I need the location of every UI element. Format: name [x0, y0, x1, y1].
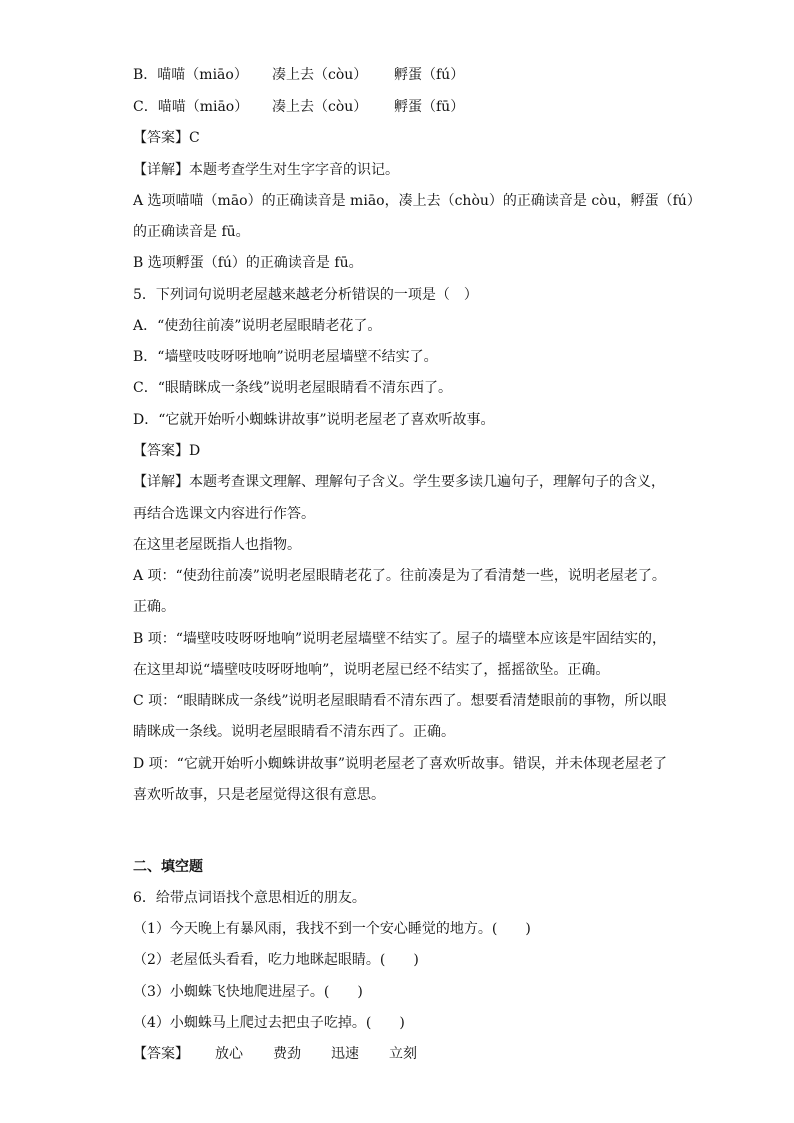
q6-question: 6．给带点词语找个意思相近的朋友。 — [133, 890, 366, 906]
q4-option-b — [133, 65, 464, 85]
q4-detail-line: 【详解】本题考查学生对生字字音的识记。 — [133, 162, 399, 178]
q5-detail-line: 睛眯成一条线。说明老屋眼睛看不清东西了。正确。 — [133, 724, 455, 740]
option-text: 凑上去（còu） — [272, 99, 368, 115]
q5-detail-line: 在这里却说“墙壁吱吱呀呀地响”，说明老屋已经不结实了，摇摇欲坠。正确。 — [133, 662, 610, 678]
q5-detail-line: 【详解】本题考查课文理解、理解句子含义。学生要多读几遍句子，理解句子的含义， — [133, 474, 665, 490]
q5-detail-line: 在这里老屋既指人也指物。 — [133, 537, 301, 553]
option-text: 孵蛋（fú） — [394, 67, 465, 83]
q5-answer: 【答案】D — [133, 443, 201, 459]
q5-detail-line: A 项：“使劲往前凑”说明老屋眼睛老花了。往前凑是为了看清楚一些，说明老屋老了。 — [133, 568, 666, 584]
option-text: 孵蛋（fū） — [394, 99, 465, 115]
answer-word: 迅速 — [331, 1046, 359, 1062]
q4-detail-line: A 选项喵喵（māo）的正确读音是 miāo，凑上去（chòu）的正确读音是 còu，孵蛋（fú） — [133, 193, 701, 209]
q5-detail-line: 喜欢听故事，只是老屋觉得这很有意思。 — [133, 787, 385, 803]
q6-item: （3）小蜘蛛飞快地爬进屋子。( ) — [133, 984, 363, 1000]
answer-word: 立刻 — [389, 1046, 417, 1062]
q5-detail-line: 再结合选课文内容进行作答。 — [133, 506, 315, 522]
q5-option-c: C．“眼睛眯成一条线”说明老屋眼睛看不清东西了。 — [133, 380, 453, 396]
answer-word: 费劲 — [273, 1046, 301, 1062]
q4-answer: 【答案】C — [133, 130, 200, 146]
q6-answer — [133, 1044, 417, 1064]
q5-question: 5．下列词句说明老屋越来越老分析错误的一项是（ ） — [133, 287, 478, 303]
q5-detail-line: 正确。 — [133, 599, 175, 615]
section-heading: 二、填空题 — [133, 859, 203, 875]
answer-label: 【答案】 — [133, 1046, 189, 1062]
option-text: 凑上去（còu） — [272, 67, 368, 83]
q4-detail-line: B 选项孵蛋（fú）的正确读音是 fū。 — [133, 255, 363, 271]
answer-word: 放心 — [215, 1046, 243, 1062]
option-text: C．喵喵（miāo） — [133, 99, 249, 115]
q5-detail-line: B 项：“墙壁吱吱呀呀地响”说明老屋墙壁不结实了。屋子的墙壁本应该是牢固结实的， — [133, 631, 667, 647]
q5-detail-line: C 项：“眼睛眯成一条线”说明老屋眼睛看不清东西了。想要看清楚眼前的事物，所以眼 — [133, 693, 667, 709]
q5-detail-line: D 项：“它就开始听小蜘蛛讲故事”说明老屋老了喜欢听故事。错误，并未体现老屋老了 — [133, 756, 667, 772]
option-text: B．喵喵（miāo） — [133, 67, 248, 83]
q4-option-c — [133, 97, 464, 117]
q6-item: （1）今天晚上有暴风雨，我找不到一个安心睡觉的地方。( ) — [133, 921, 531, 937]
q5-option-b: B．“墙壁吱吱呀呀地响”说明老屋墙壁不结实了。 — [133, 349, 438, 365]
q6-item: （2）老屋低头看看，吃力地眯起眼睛。( ) — [133, 952, 419, 968]
q6-item: （4）小蜘蛛马上爬过去把虫子吃掉。( ) — [133, 1015, 405, 1031]
q5-option-a: A．“使劲往前凑”说明老屋眼睛老花了。 — [133, 318, 382, 334]
q5-option-d: D．“它就开始听小蜘蛛讲故事”说明老屋老了喜欢听故事。 — [133, 412, 495, 428]
q4-detail-line: 的正确读音是 fū。 — [133, 224, 250, 240]
